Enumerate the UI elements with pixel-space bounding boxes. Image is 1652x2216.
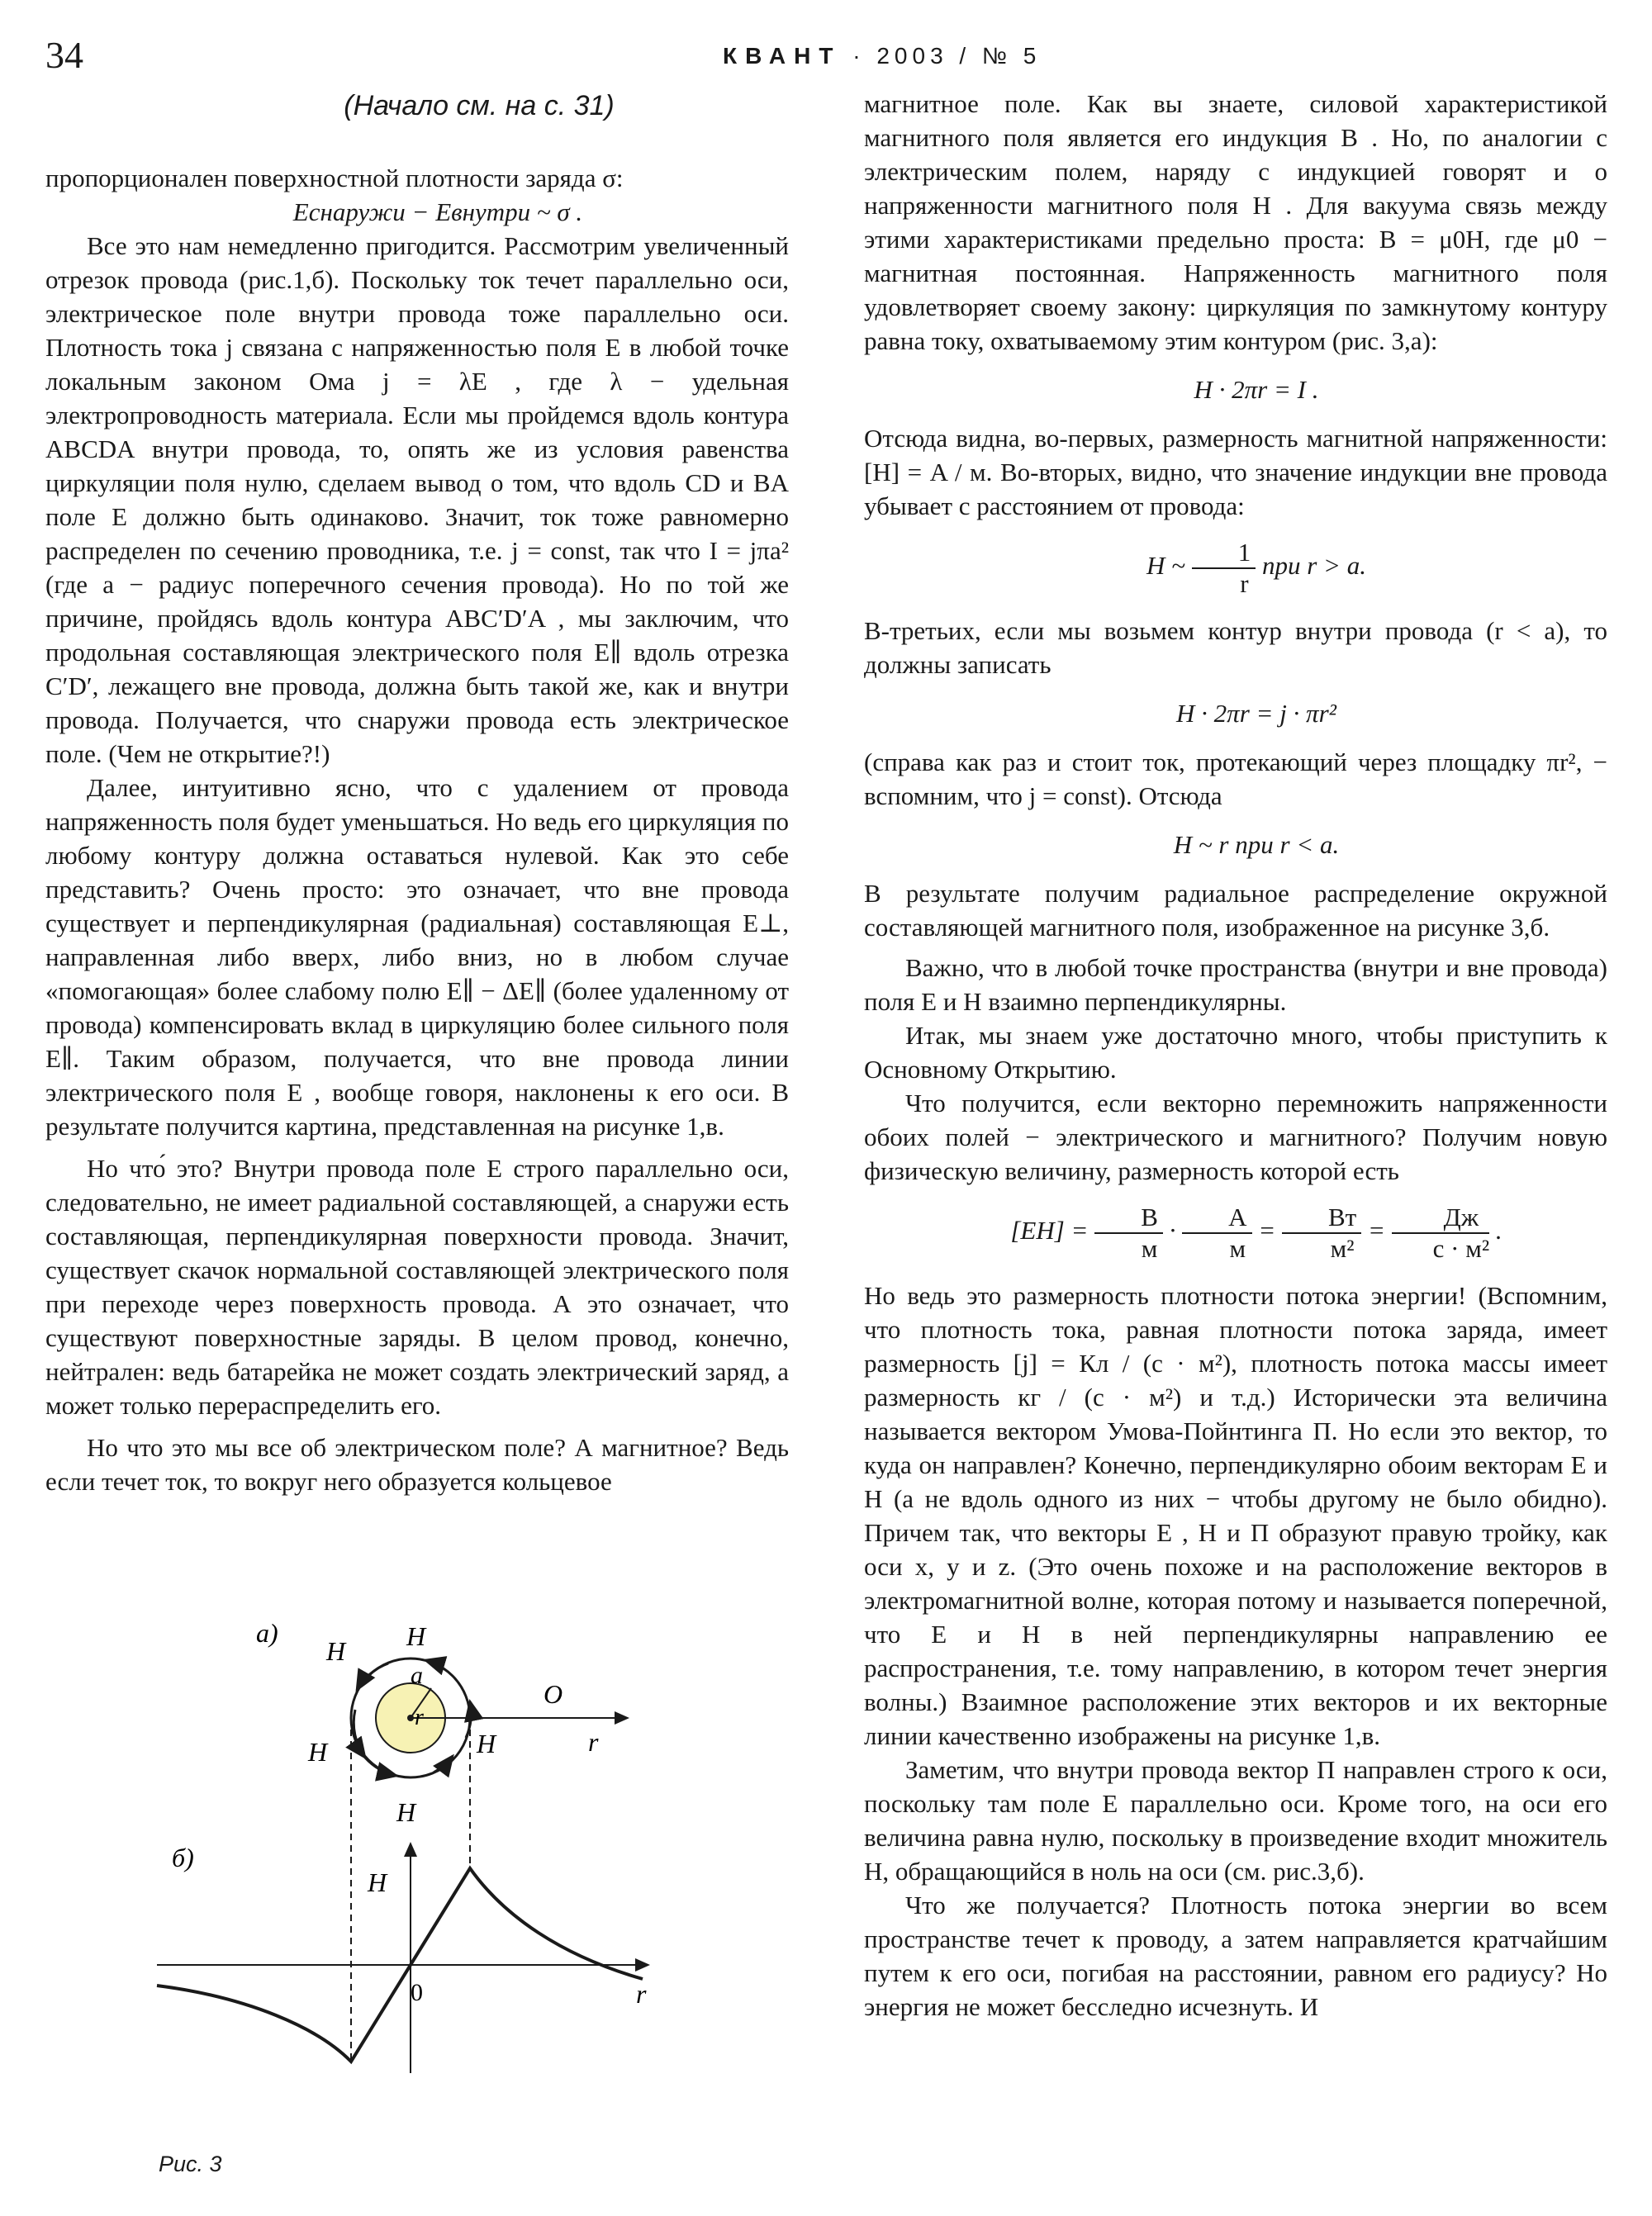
denominator: м bbox=[1229, 1234, 1246, 1263]
paragraph: В-третьих, если мы возьмем контур внутри провода (r < a), то должны записать bbox=[864, 616, 1607, 679]
formula: H · 2πr = j · πr² bbox=[1176, 699, 1336, 728]
fraction bbox=[1192, 538, 1256, 599]
paragraph: Важно, что в любой точке пространства (внутри и вне провода) поля E и H взаимно перпендикулярны. bbox=[864, 953, 1607, 1016]
fraction bbox=[1282, 1203, 1361, 1264]
paragraph: пропорционален поверхностной плотности заряда σ: bbox=[45, 164, 624, 192]
label-O: O bbox=[544, 1679, 563, 1709]
paragraph: Далее, интуитивно ясно, что с удалением от провода напряженность поля будет уменьшаться. Но ведь его циркуляция по любому контуру должна оставаться нулевой. Как это себе представить? Очень просто: это означает, что вне провода существует и перпендикулярная (радиальная) составляющая E⊥, направленная либо вверх, либо вниз, но в любом случае «помогающая» более слабому полю E∥ − ΔE∥ (более удаленному от провода) компенсировать вклад в циркуляцию более сильного поля E∥. Таким образом, получается, что вне провода линии электрического поля E , вообще говоря, наклонены к его оси. В результате получится картина, представленная на рисунке 1,в. bbox=[45, 773, 789, 1141]
right-column bbox=[864, 87, 1607, 2024]
origin-label: 0 bbox=[411, 1979, 423, 2006]
label-r-axis: r bbox=[588, 1727, 599, 1757]
journal-title bbox=[723, 43, 1041, 69]
formula: [EH] = $\frac{В}{м}$ · $\frac{А}{м}$ = $\frac{Вт}{\text{м²}}$ = $\frac{Дж}{\text{с · м²}}$ . bbox=[1010, 1203, 1502, 1263]
paragraph: Все это нам немедленно пригодится. Рассмотрим увеличенный отрезок провода (рис.1,б). Поскольку ток течет параллельно оси, электрическое поле внутри провода тоже параллельно оси. Плотность тока j связана с напряженностью поля E в любой точке локальным законом Ома j = λE , где λ − удельная электропроводность материала. Если мы пройдемся вдоль контура ABCDA внутри провода, то, опять же из условия равенства циркуляции поля нулю, сделаем вывод о том, что вдоль CD и BA поле E должно быть одинаково. Значит, ток тоже равномерно распределен по сечению проводника, т.е. j = const, так что I = jπa² (где a − радиус поперечного сечения провода). Но по той же причине, пройдясь вдоль контура ABC′D′A , мы заключим, что продольная составляющая электрического поля E∥ вдоль отрезка C′D′, лежащего вне провода, должна быть такой же, как и внутри провода. Получается, что снаружи провода есть электрическое поле. (Чем не открытие?!) bbox=[45, 231, 789, 768]
paragraph: Отсюда видна, во-первых, размерность магнитной напряженности: [H] = A / м. Во-вторых, видно, что значение индукции вне провода убывает с расстоянием от провода: bbox=[864, 424, 1607, 520]
paragraph: (справа как раз и стоит ток, протекающий через площадку πr², − вспомним, что j = const). Отсюда bbox=[864, 747, 1607, 810]
h-arrow-icon bbox=[425, 1660, 443, 1668]
label-a-radius: a bbox=[411, 1662, 423, 1689]
paragraph: Итак, мы знаем уже достаточно много, чтобы приступить к Основному Открытию. bbox=[864, 1021, 1607, 1084]
paragraph: Но что́ это? Внутри провода поле E строго параллельно оси, следовательно, не имеет радиальной составляющей, а снаружи есть составляющая, перпендикулярная поверхности провода. Значит, существует скачок нормальной составляющей электрического поля при переходе через поверхность провода. А это означает, что существуют поверхностные заряды. В целом провод, конечно, нейтрален: ведь батарейка не может создать электрический заряд, а может только перераспределить его. bbox=[45, 1154, 789, 1420]
denominator: r bbox=[1240, 569, 1249, 598]
paragraph: Но ведь это размерность плотности потока энергии! (Вспомним, что плотность тока, равная плотности потока заряда, имеет размерность [j] = Кл / (с · м²), плотность потока массы имеет размерность кг / (с · м²) и т.д.) Исторически эта величина называется вектором Умова-Пойнтинга П. Но если это вектор, то куда он направлен? Конечно, перпендикулярно обоим векторам E и H (а не вдоль одного из них − чтобы другому не было обидно). Причем так, что векторы E , H и П образуют правую тройку, как оси x, y и z. (Это очень похоже и на расположение векторов в электромагнитной волне, которая потому и называется поперечной, что E и H в ней перпендикулярны направлению ее распространения, т.е. тому направлению, в котором течет энергия волны.) Взаимное расположение этих векторов и их векторные линии качественно изображены на рисунке 1,в. bbox=[864, 1281, 1607, 1750]
paragraph: магнитное поле. Как вы знаете, силовой характеристикой магнитного поля является его индукция B . Но, по аналогии с электрическим полем, наряду с индукцией говорят и о напряженности магнитного поля H . Для вакуума связь между этими характеристиками предельно проста: B = μ0H, где μ0 − магнитная постоянная. Напряженность магнитного поля удовлетворяет своему закону: циркуляция по замкнутому контуру равна току, охватываемому этим контуром (рис. 3,а): bbox=[864, 89, 1607, 355]
numerator: Дж bbox=[1392, 1203, 1490, 1234]
formula bbox=[864, 538, 1607, 599]
formula: Eснаружи − Eвнутри ~ σ . bbox=[292, 197, 583, 226]
paragraph: Заметим, что внутри провода вектор П направлен строго к оси, поскольку там поле E параллельно оси. Кроме того, на оси его величина равна нулю, поскольку в произведение входит множитель H, обращающийся в ноль на оси (см. рис.3,б). bbox=[864, 1755, 1607, 1886]
page-header bbox=[45, 33, 1607, 83]
left-column bbox=[45, 83, 789, 1498]
paragraph: Что получится, если векторно перемножить напряженности обоих полей − электрического и магнитного? Получим новую физическую величину, размерность которой есть bbox=[864, 1089, 1607, 1185]
label-a: а) bbox=[256, 1618, 278, 1648]
h-arrow-icon bbox=[354, 1710, 365, 1758]
axis-label-r: r bbox=[636, 1979, 647, 2009]
numerator: В bbox=[1094, 1203, 1163, 1234]
formula-rhs: при r > a. bbox=[1261, 551, 1366, 581]
formula: H · 2πr = I . bbox=[1194, 375, 1319, 404]
journal-name: КВАНТ bbox=[723, 43, 842, 69]
label-H: H bbox=[477, 1729, 496, 1758]
numerator: А bbox=[1182, 1203, 1251, 1234]
denominator: м bbox=[1141, 1234, 1158, 1263]
page-number: 34 bbox=[45, 34, 83, 76]
axis-label-H: H bbox=[368, 1867, 387, 1897]
numerator: 1 bbox=[1192, 538, 1256, 569]
fraction bbox=[1392, 1203, 1490, 1264]
journal-issue: · 2003 / № 5 bbox=[852, 43, 1042, 69]
label-H: H bbox=[326, 1636, 346, 1666]
formula-lhs: [EH] = bbox=[1010, 1216, 1089, 1246]
formula: H ~ r при r < a. bbox=[1173, 830, 1340, 859]
denominator: с · м² bbox=[1432, 1234, 1490, 1263]
formula-lhs: H ~ bbox=[1146, 551, 1185, 581]
figure-3 bbox=[149, 1611, 686, 2139]
numerator: Вт bbox=[1282, 1203, 1361, 1234]
fraction bbox=[1094, 1203, 1163, 1264]
label-r-center: r bbox=[415, 1705, 424, 1730]
denominator: м² bbox=[1330, 1234, 1355, 1263]
continued-note: (Начало см. на с. 31) bbox=[344, 90, 615, 121]
figure-caption: Рис. 3 bbox=[159, 2152, 222, 2176]
label-H: H bbox=[396, 1797, 416, 1827]
label-H: H bbox=[308, 1737, 328, 1767]
fraction bbox=[1182, 1203, 1251, 1264]
paragraph: Но что это мы все об электрическом поле? А магнитное? Ведь если течет ток, то вокруг него образуется кольцевое bbox=[45, 1433, 789, 1496]
paragraph: Что же получается? Плотность потока энергии во всем пространстве течет к проводу, а затем направляется кратчайшим путем к его оси, погибая на расстоянии, равном его радиусу? Но энергия не может бесследно исчезнуть. И bbox=[864, 1891, 1607, 2021]
label-b: б) bbox=[172, 1843, 194, 1872]
paragraph: В результате получим радиальное распределение окружной составляющей магнитного поля, изображенное на рисунке 3,б. bbox=[864, 879, 1607, 942]
label-H: H bbox=[406, 1621, 426, 1651]
